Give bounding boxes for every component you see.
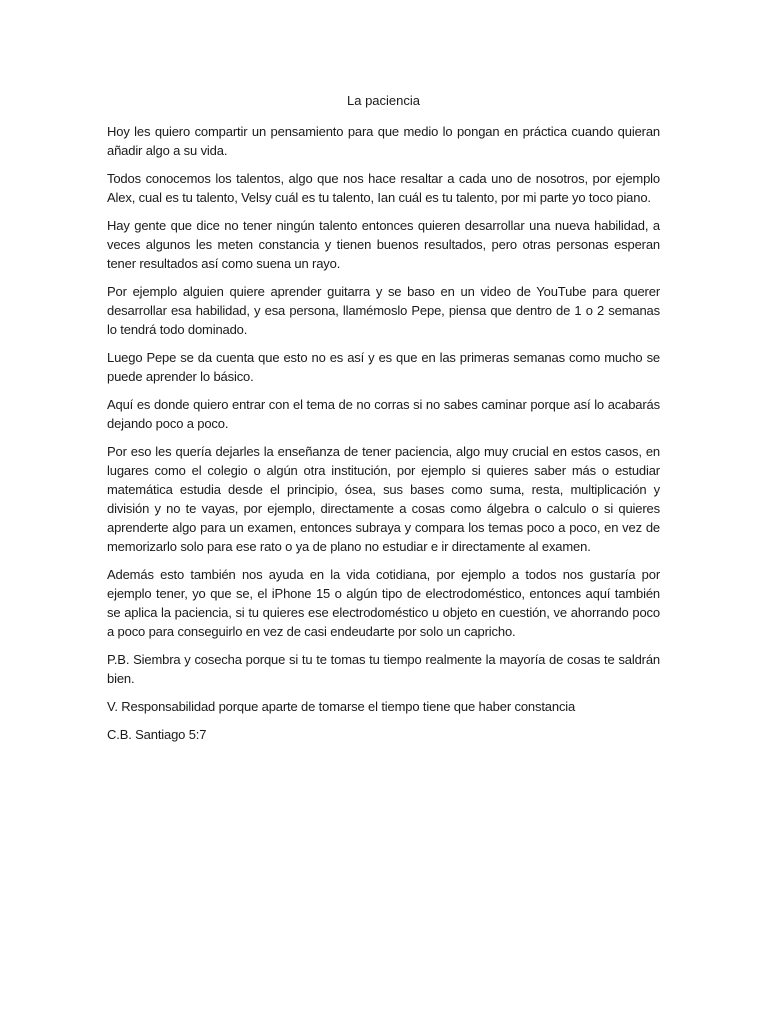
paragraph-patience-lesson: Por eso les quería dejarles la enseñanza de tener paciencia, algo muy crucial en estos casos, en lugares como el colegio o algún otra institución, por ejemplo si quieres saber más o estudiar matemática estudia desde el principio, ósea, sus bases como suma, resta, multiplicación y división y no te vayas, por ejemplo, directamente a cosas como álgebra o calculo o si quieres aprenderte algo para un examen, entonces subraya y compara los temas poco a poco, en vez de memorizarlo solo para ese rato o ya de plano no estudiar e ir directamente al examen.: [107, 444, 660, 554]
paragraph-v: V. Responsabilidad porque aparte de tomarse el tiempo tiene que haber constancia: [107, 699, 576, 714]
document-page: [107, 92, 660, 753]
paragraph-daily-life: Además esto también nos ayuda en la vida cotidiana, por ejemplo a todos nos gustaría por ejemplo tener, yo que se, el iPhone 15 o algún tipo de electrodoméstico, entonces aquí también se aplica la paciencia, si tu quieres ese electrodoméstico u objeto en cuestión, ve ahorrando poco a poco para conseguirlo en vez de casi endeudarte por solo un capricho.: [107, 567, 660, 639]
paragraph-talents: Todos conocemos los talentos, algo que nos hace resaltar a cada uno de nosotros, por ejemplo Alex, cual es tu talento, Velsy cuál es tu talento, Ian cuál es tu talento, por mi parte yo toco piano.: [107, 171, 660, 205]
paragraph-intro: Hoy les quiero compartir un pensamiento para que medio lo pongan en práctica cuando quieran añadir algo a su vida.: [107, 124, 660, 158]
paragraph-dont-run: Aquí es donde quiero entrar con el tema de no corras si no sabes caminar porque así lo acabarás dejando poco a poco.: [107, 397, 660, 431]
paragraph-pepe: Luego Pepe se da cuenta que esto no es así y es que en las primeras semanas como mucho se puede aprender lo básico.: [107, 350, 660, 384]
paragraph-pb: P.B. Siembra y cosecha porque si tu te tomas tu tiempo realmente la mayoría de cosas te saldrán bien.: [107, 652, 660, 686]
document-title: La paciencia: [347, 93, 420, 108]
paragraph-guitar-example: Por ejemplo alguien quiere aprender guitarra y se baso en un video de YouTube para querer desarrollar esa habilidad, y esa persona, llamémoslo Pepe, piensa que dentro de 1 o 2 semanas lo tendrá todo dominado.: [107, 284, 660, 337]
paragraph-no-talent: Hay gente que dice no tener ningún talento entonces quieren desarrollar una nueva habilidad, a veces algunos les meten constancia y tienen buenos resultados, pero otras personas esperan tener resultados así como suena un rayo.: [107, 218, 660, 271]
paragraph-cb: C.B. Santiago 5:7: [107, 727, 207, 742]
